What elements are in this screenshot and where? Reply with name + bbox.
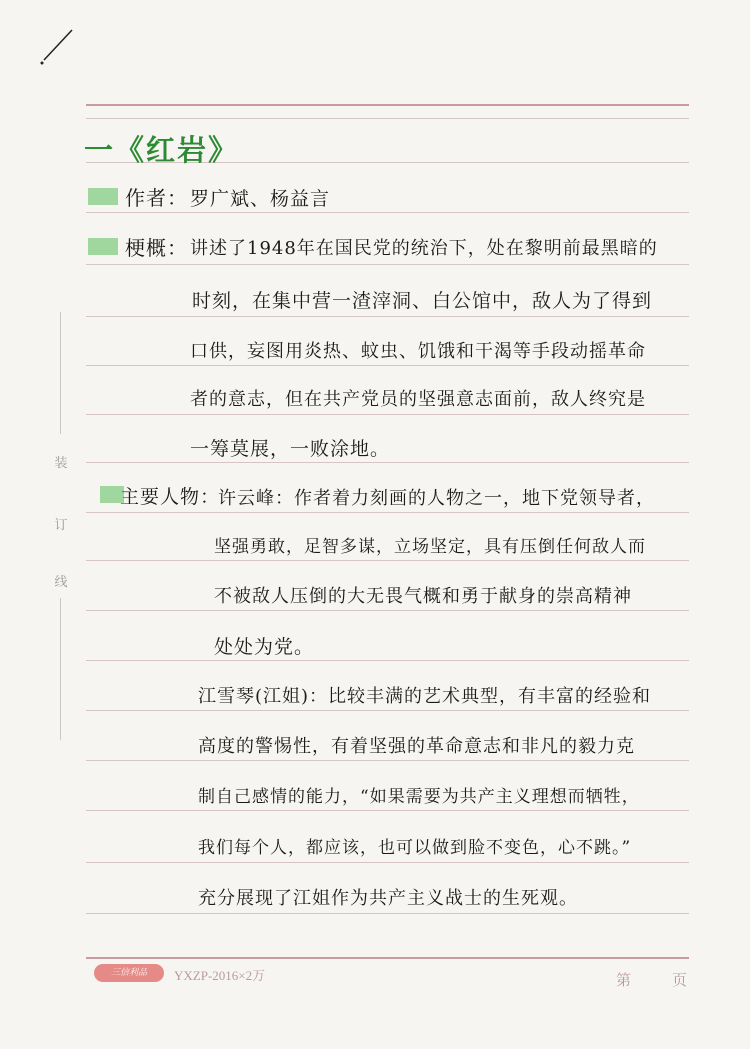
summary-line: 口供，妄图用炎热、蚊虫、饥饿和干渴等手段动摇革命 (190, 341, 646, 362)
character-line: 坚强勇敢，足智多谋，立场坚定，具有压倒任何敌人而 (214, 537, 646, 557)
rule-line (86, 365, 689, 366)
rule-line (86, 512, 689, 513)
binding-char: 装 (54, 456, 68, 471)
summary-line: 者的意志，但在共产党员的坚强意志面前，敌人终究是 (190, 389, 646, 410)
highlight-mark (88, 238, 118, 255)
brand-logo: 三信利品 (94, 964, 164, 982)
character-line: 充分展现了江姐作为共产主义战士的生死观。 (198, 888, 578, 909)
binding-char: 线 (54, 575, 68, 590)
rule-line (86, 610, 689, 611)
author-label: 作者： (125, 186, 188, 210)
rule-line (86, 462, 689, 463)
character-line: 制自己感情的能力，“如果需要为共产主义理想而牺牲， (198, 787, 640, 807)
summary-line: 讲述了1948年在国民党的统治下，处在黎明前最黑暗的 (190, 238, 658, 259)
rule-line (86, 810, 689, 811)
page-suffix: 页 (672, 971, 688, 989)
summary-label: 梗概： (125, 236, 188, 260)
product-code: YXZP-2016×2万 (174, 968, 266, 983)
character-line: 江雪琴(江姐)：比较丰满的艺术典型，有丰富的经验和 (198, 686, 652, 707)
rule-line (86, 560, 689, 561)
summary-line: 时刻，在集中营一渣滓洞、白公馆中，敌人为了得到 (192, 290, 653, 312)
summary-line: 一筹莫展，一败涂地。 (190, 438, 391, 460)
rule-line (86, 118, 689, 119)
character-line: 不被敌人压倒的大无畏气概和勇于献身的崇高精神 (214, 586, 632, 607)
binding-line-lower (60, 598, 61, 740)
rule-bottom (86, 957, 689, 959)
highlight-mark (88, 188, 118, 205)
binding-char: 订 (54, 518, 68, 533)
rule-line (86, 212, 689, 213)
pen-stroke-mark (38, 26, 76, 66)
rule-line (86, 760, 689, 761)
rule-line (86, 414, 689, 415)
rule-line (86, 316, 689, 317)
note-title: 一《红岩》 (84, 133, 240, 167)
rule-line (86, 913, 689, 914)
character-line: 高度的警惕性，有着坚强的革命意志和非凡的毅力克 (198, 736, 635, 757)
characters-label: 主要人物： (120, 486, 221, 508)
rule-line (86, 660, 689, 661)
author-value: 罗广斌、杨益言 (190, 188, 331, 210)
binding-line-upper (60, 312, 61, 434)
character-line: 处处为党。 (214, 636, 315, 658)
character-line: 许云峰：作者着力刻画的人物之一，地下党领导者， (218, 488, 655, 509)
rule-top (86, 104, 689, 106)
rule-line (86, 862, 689, 863)
rule-line (86, 710, 689, 711)
rule-line (86, 264, 689, 265)
character-line: 我们每个人，都应该，也可以做到脸不变色，心不跳。” (198, 838, 632, 858)
page-prefix: 第 (616, 971, 632, 989)
